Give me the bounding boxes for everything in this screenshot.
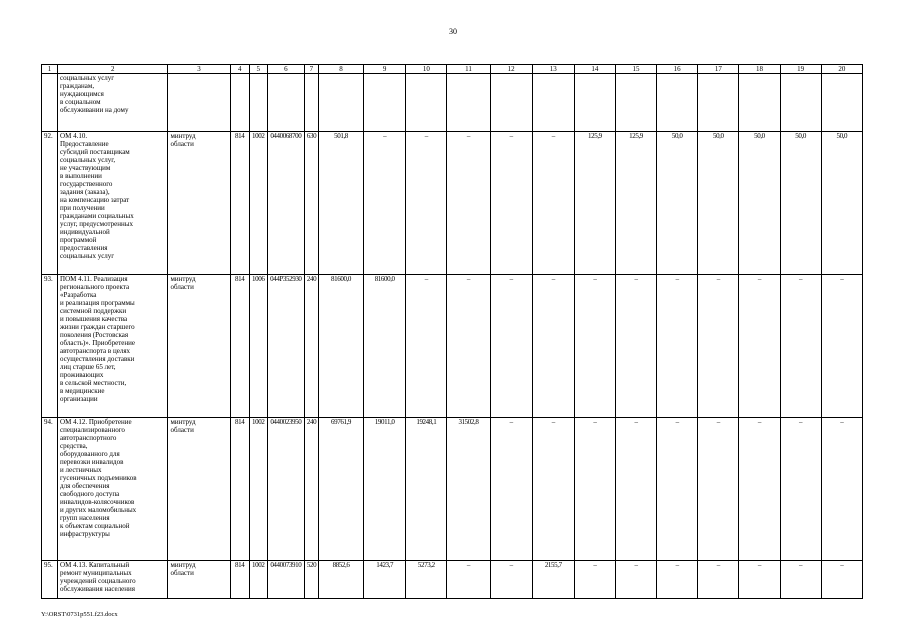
value-col-11 — [447, 74, 490, 132]
file-path-footer: Y:\ORST\0731p551.f23.docx — [41, 611, 118, 618]
value-col-10 — [406, 74, 447, 132]
value-col-9 — [364, 74, 406, 132]
header-cell: 17 — [698, 65, 739, 74]
value-col-19: – — [780, 418, 821, 561]
value-total: 8852,6 — [318, 561, 363, 599]
value-col-14: – — [574, 275, 615, 418]
value-col-17: – — [698, 418, 739, 561]
header-cell: 8 — [318, 65, 363, 74]
value-col-13: – — [532, 275, 574, 418]
column-number-row — [42, 65, 863, 74]
value-col-20: – — [821, 561, 862, 599]
row-number: 94. — [42, 418, 58, 561]
responsible-executor: минтруд области — [168, 418, 230, 561]
value-col-19: – — [780, 561, 821, 599]
header-cell: 14 — [574, 65, 615, 74]
code-rzpr: 1002 — [249, 561, 267, 599]
value-col-17: – — [698, 275, 739, 418]
code-csr: 0440023950 — [267, 418, 304, 561]
value-total: 501,8 — [318, 132, 363, 275]
value-col-16 — [657, 74, 698, 132]
value-col-10: – — [406, 132, 447, 275]
header-cell: 16 — [657, 65, 698, 74]
code-csr — [267, 74, 304, 132]
value-col-15: 125,9 — [615, 132, 656, 275]
value-col-17: 50,0 — [698, 132, 739, 275]
value-col-15: – — [615, 418, 656, 561]
header-cell: 15 — [615, 65, 656, 74]
table-row — [42, 74, 863, 132]
header-cell: 2 — [58, 65, 168, 74]
value-col-11: 31502,8 — [447, 418, 490, 561]
code-csr: 0440068700 — [267, 132, 304, 275]
header-cell: 6 — [267, 65, 304, 74]
value-col-10: 19248,1 — [406, 418, 447, 561]
value-col-14 — [574, 74, 615, 132]
header-cell: 5 — [249, 65, 267, 74]
table-row — [42, 275, 863, 418]
value-col-18: – — [739, 418, 780, 561]
value-col-10: – — [406, 275, 447, 418]
header-cell: 10 — [406, 65, 447, 74]
row-number: 95. — [42, 561, 58, 599]
value-col-12: – — [490, 275, 532, 418]
value-col-18 — [739, 74, 780, 132]
code-grbs: 814 — [230, 561, 249, 599]
value-col-19: 50,0 — [780, 132, 821, 275]
value-col-14: 125,9 — [574, 132, 615, 275]
value-col-20 — [821, 74, 862, 132]
measure-name: ПОМ 4.11. Реализация регионального проекта «Разработка и реализация программы системной поддержки и повышения качества жизни граждан старшего поколения (Ростовская область)». Приобретение автотранспорта в целях осуществления доставки лиц старше 65 лет, проживающих в сельской местности, в медицинские организации — [58, 275, 168, 418]
code-rzpr — [249, 74, 267, 132]
value-col-19 — [780, 74, 821, 132]
row-number — [42, 74, 58, 132]
value-col-20: 50,0 — [821, 132, 862, 275]
code-csr: 044P352930 — [267, 275, 304, 418]
header-cell: 4 — [230, 65, 249, 74]
value-col-9: 81600,0 — [364, 275, 406, 418]
header-cell: 7 — [304, 65, 318, 74]
header-cell: 20 — [821, 65, 862, 74]
row-number: 93. — [42, 275, 58, 418]
responsible-executor: минтруд области — [168, 275, 230, 418]
value-col-19: – — [780, 275, 821, 418]
value-col-16: 50,0 — [657, 132, 698, 275]
header-cell: 19 — [780, 65, 821, 74]
value-col-20: – — [821, 275, 862, 418]
value-col-16: – — [657, 561, 698, 599]
value-col-16: – — [657, 275, 698, 418]
header-cell: 1 — [42, 65, 58, 74]
responsible-executor — [168, 74, 230, 132]
code-vr: 630 — [304, 132, 318, 275]
code-vr: 520 — [304, 561, 318, 599]
value-col-12: – — [490, 132, 532, 275]
value-col-9: – — [364, 132, 406, 275]
code-grbs: 814 — [230, 275, 249, 418]
code-rzpr: 1002 — [249, 418, 267, 561]
budget-table — [41, 64, 863, 599]
header-cell: 18 — [739, 65, 780, 74]
code-rzpr: 1002 — [249, 132, 267, 275]
value-col-13: – — [532, 132, 574, 275]
measure-name: ОМ 4.12. Приобретение специализированного автотранспортного средства, оборудованного для перевозки инвалидов и лестничных гусеничных подъемников для обеспечения свободного доступа инвалидов-колясочников и других маломобильных групп населения к объектам социальной инфраструктуры — [58, 418, 168, 561]
code-vr: 240 — [304, 418, 318, 561]
value-total: 69761,9 — [318, 418, 363, 561]
value-col-9: 1423,7 — [364, 561, 406, 599]
value-col-18: – — [739, 275, 780, 418]
value-col-12 — [490, 74, 532, 132]
value-col-18: 50,0 — [739, 132, 780, 275]
value-col-17 — [698, 74, 739, 132]
value-col-13 — [532, 74, 574, 132]
value-col-11: – — [447, 132, 490, 275]
value-col-16: – — [657, 418, 698, 561]
code-grbs: 814 — [230, 132, 249, 275]
code-grbs: 814 — [230, 418, 249, 561]
header-cell: 9 — [364, 65, 406, 74]
measure-name: ОМ 4.13. Капитальный ремонт муниципальных учреждений социального обслуживания населения — [58, 561, 168, 599]
value-total: 81600,0 — [318, 275, 363, 418]
table-row — [42, 418, 863, 561]
code-rzpr: 1006 — [249, 275, 267, 418]
table-row — [42, 132, 863, 275]
measure-name: социальных услуг гражданам, нуждающимся в социальном обслуживании на дому — [58, 74, 168, 132]
measure-name: ОМ 4.10. Предоставление субсидий поставщикам социальных услуг, не участвующим в выполнении государственного задания (заказа), на компенсацию затрат при получении гражданами социальных услуг, предусмотренных индивидуальной программой предоставления социальных услуг — [58, 132, 168, 275]
value-col-13: 2155,7 — [532, 561, 574, 599]
value-col-15: – — [615, 275, 656, 418]
value-col-13: – — [532, 418, 574, 561]
value-col-11: – — [447, 561, 490, 599]
table-row — [42, 561, 863, 599]
code-grbs — [230, 74, 249, 132]
value-col-20: – — [821, 418, 862, 561]
value-col-11: – — [447, 275, 490, 418]
value-col-14: – — [574, 418, 615, 561]
header-cell: 3 — [168, 65, 230, 74]
value-col-12: – — [490, 561, 532, 599]
header-cell: 13 — [532, 65, 574, 74]
code-vr: 240 — [304, 275, 318, 418]
page-number: 30 — [449, 27, 457, 36]
value-col-9: 19011,0 — [364, 418, 406, 561]
value-col-12: – — [490, 418, 532, 561]
value-col-15: – — [615, 561, 656, 599]
row-number: 92. — [42, 132, 58, 275]
header-cell: 11 — [447, 65, 490, 74]
code-vr — [304, 74, 318, 132]
value-col-10: 5273,2 — [406, 561, 447, 599]
value-col-14: – — [574, 561, 615, 599]
value-col-18: – — [739, 561, 780, 599]
responsible-executor: минтруд области — [168, 561, 230, 599]
code-csr: 0440073910 — [267, 561, 304, 599]
value-col-15 — [615, 74, 656, 132]
value-total — [318, 74, 363, 132]
value-col-17: – — [698, 561, 739, 599]
header-cell: 12 — [490, 65, 532, 74]
responsible-executor: минтруд области — [168, 132, 230, 275]
